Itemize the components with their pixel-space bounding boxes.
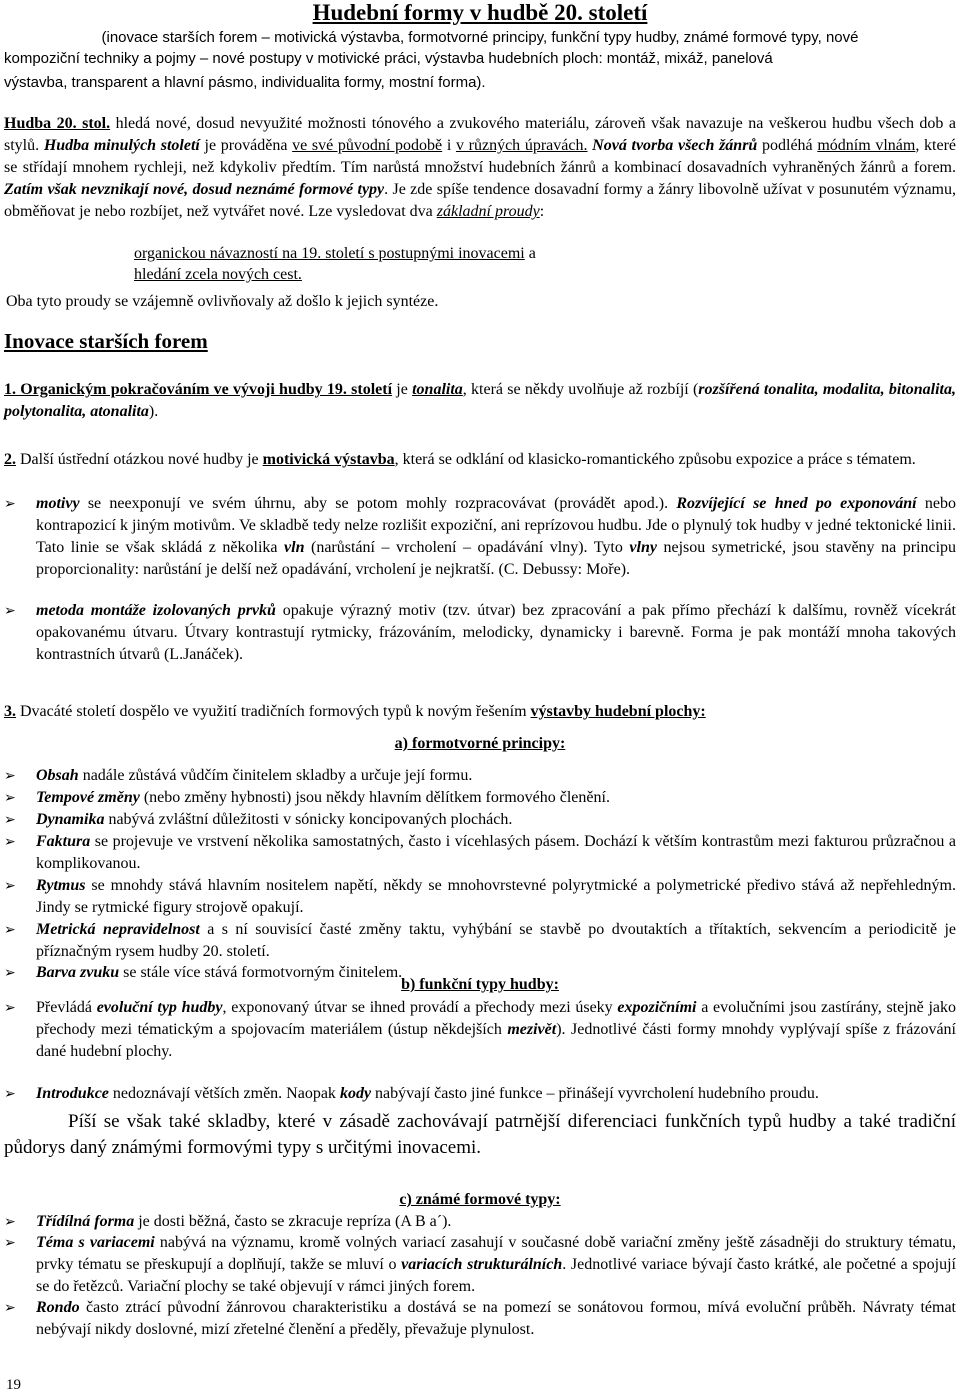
bullet-arrow-icon: ➢: [4, 834, 16, 850]
emphasis: evoluční typ hudby: [96, 999, 223, 1016]
text: , které se střídají mnohem rychleji, než kdykoliv předtím. Tím narůstá množství hudebních žánrů a kombinací dosavadních vyhraněných žánrů a forem.: [4, 137, 957, 176]
synthesis-line: Oba tyto proudy se vzájemně ovlivňovaly až došlo k jejich syntéze.: [6, 293, 439, 310]
emphasis: motivy: [36, 495, 80, 512]
bullet-b-1: [4, 997, 956, 1063]
lead-text: 2.: [4, 451, 16, 468]
emphasis: Tempové změny: [36, 789, 140, 806]
bullet-arrow-icon: ➢: [4, 1214, 16, 1230]
text: opakuje výrazný motiv (tzv. útvar) bez zpracování a pak přímo přechází k dalšímu, rovněž vícekrát opakovanému útvaru. Útvary kontrastují rytmicky, frázováním, melodicky, dynamicky i barevně. Forma je pak montáží mnoha takových kontrastních útvarů (L.Janáček).: [36, 602, 956, 663]
bullet-arrow-icon: ➢: [4, 768, 16, 784]
lead-text: Hudba 20. stol.: [4, 115, 111, 132]
section-2: [4, 449, 956, 471]
text: se mnohdy stává hlavním nositelem napětí, někdy se mnohovrstevné polyrytmické a polymetrické předivo stává až nepřehledným. Jindy se rytmické figury strojově opakují.: [36, 877, 956, 916]
text: je dosti běžná, často se zkracuje repríza (A B a´).: [134, 1213, 452, 1230]
emphasis: Hudba minulých století: [43, 137, 200, 154]
stream-2: [134, 264, 302, 286]
text: , exponovaný útvar se ihned provádí a přechody mezi úseky: [222, 999, 618, 1016]
intro-line-3: výstavba, transparent a hlavní pásmo, individualita formy, mostní forma).: [4, 74, 486, 91]
emphasis: Rytmus: [36, 877, 86, 894]
bullet-arrow-icon: ➢: [4, 790, 16, 806]
bullet-arrow-icon: ➢: [4, 1000, 16, 1016]
emphasis: Dynamika: [36, 811, 105, 828]
text: je: [392, 381, 413, 398]
text: . Je zde spíše tendence dosavadní formy a žánry libovolně užívat v posunutém významu, obměňovat je nebo rozbíjet, než vytvářet nové. Lze vysledovat dva: [4, 181, 957, 220]
text: a evolučními jsou zastírány, stejně jako přechody mezi tématickým a spojovacím materiálem (ústup někdejších: [36, 999, 957, 1038]
bullet-arrow-icon: ➢: [4, 1235, 16, 1251]
emphasis: Nová tvorba všech žánrů: [592, 137, 758, 154]
emphasis: Třídílná forma: [36, 1213, 135, 1230]
text: se neexponují ve svém úhrnu, aby se potom mohly rozpracovávat (provádět apod.).: [79, 495, 677, 512]
page-number: 19: [6, 1377, 21, 1393]
text: i: [442, 137, 456, 154]
text: nabývají často jiné funkce – přinášejí vyvrcholení hudebního proudu.: [371, 1085, 819, 1102]
stream-1: [134, 243, 536, 265]
underline: ve své původní podobě: [292, 137, 443, 154]
emphasis: motivická výstavba: [262, 451, 395, 468]
text: často ztrácí původní žánrovou charakteristiku a dostává se na pomezí se sonátovou formou, mívá evoluční průběh. Návraty témat nebývají nikdy doslovné, mizí zřetelné členění a předěly, převažuje plynulost.: [36, 1299, 956, 1338]
paragraph-hudba-20: [4, 113, 956, 223]
text: hledá nové, dosud nevyužité možnosti tónového a zvukového materiálu, zároveň však navazuje na veškerou hudbu všech dob a stylů.: [4, 115, 957, 154]
text: nebo kontrapozicí k jiným motivům. Ve skladbě tedy nelze rozlišit expoziční, ani reprízovou hudbu. Jde o plynulý tok hudby v jedné tektonické linii. Tato linie se však skládá z několika: [36, 495, 956, 556]
text: :: [539, 203, 545, 220]
section-heading: Inovace starších forem: [4, 329, 208, 353]
text: a s ní souvisící časté změny taktu, vyhýbání se stavbě po dvoutaktích a třítaktích, sekvencím a periodicitě je příznačným rysem hudby 20. století.: [36, 921, 956, 960]
bullet-arrow-icon: ➢: [4, 812, 16, 828]
text: (nebo změny hybnosti) jsou někdy hlavním dělítkem formového členění.: [139, 789, 610, 806]
bullet-a-item: [4, 875, 956, 919]
bullet-c-2: [4, 1232, 956, 1298]
emphasis: expozičními: [617, 999, 697, 1016]
bullet-arrow-icon: ➢: [4, 1086, 16, 1102]
bullet-arrow-icon: ➢: [4, 878, 16, 894]
big-paragraph: [4, 1109, 956, 1161]
text: se stále více stává formotvorným činitelem.: [119, 964, 403, 981]
heading-c: c) známé formové typy:: [399, 1191, 561, 1208]
section-1: [4, 379, 956, 423]
text: (narůstání – vrcholení – opadávání vlny). Tyto: [304, 539, 630, 556]
text: . Jednotlivé variace bývají často krátké, ale početné a spojují se do řetězců. Variační plochy se také objevují v rámci jiných forem.: [36, 1256, 956, 1295]
emphasis: Zatím však nevznikají nové, dosud neznámé formové typy: [4, 181, 385, 198]
intro-line-2: kompoziční techniky a pojmy – nové postupy v motivické práci, výstavba hudebních ploch: montáž, mixáž, panelová: [4, 50, 773, 67]
bullet-arrow-icon: ➢: [4, 922, 16, 938]
emphasis: Metrická nepravidelnost: [36, 921, 200, 938]
emphasis: Rondo: [36, 1299, 80, 1316]
big-paragraph-text: Píší se však také skladby, které v zásadě zachovávají patrnější diferenciaci funkčních typů hudby a také tradiční půdorys daný známými formovými typy s určitými inovacemi.: [4, 1111, 956, 1158]
emphasis: variacích strukturálních: [401, 1256, 563, 1273]
text: se projevuje ve vrstvení několika samostatných, často i vícehlasých pásem. Dochází k větším kontrastům mezi fakturou průzračnou a komplikovanou.: [36, 833, 956, 872]
emphasis: Rozvíjející se hned po exponování: [676, 495, 917, 512]
bullet-a-item: [4, 919, 956, 963]
text: nabývá na významu, kromě volných variací zasahují v současné době variační změny ještě zásadněji do struktury tématu, prvky tématu se přeskupují a doplňují, takže se mluví o: [36, 1234, 956, 1273]
text: nadále zůstává vůdčím činitelem skladby a určuje její formu.: [78, 767, 473, 784]
emphasis: Téma s variacemi: [36, 1234, 155, 1251]
intro-line-1: (inovace starších forem – motivická výstavba, formotvorné principy, funkční typy hudby, známé formové typy, nové: [101, 29, 859, 46]
emphasis: Barva zvuku: [36, 964, 120, 981]
text: ).: [148, 403, 159, 420]
page-title: Hudební formy v hudbě 20. století: [312, 0, 648, 25]
emphasis: vlny: [629, 539, 657, 556]
bullet-arrow-icon: ➢: [4, 496, 16, 512]
text: nejsou symetrické, jsou stavěny na principu proporcionality: narůstání je delší než opadávání, vrcholení je nejkratší. (C. Debussy: Moře).: [36, 539, 957, 578]
bullet-a-item: [4, 831, 956, 875]
emphasis: rozšířená tonalita, modalita, bitonalita, polytonalita, atonalita: [4, 381, 957, 420]
text: , která se někdy uvolňuje až rozbíjí (: [462, 381, 699, 398]
text: Další ústřední otázkou nové hudby je: [16, 451, 263, 468]
text: a: [524, 245, 536, 262]
text: je prováděna: [199, 137, 293, 154]
stream-2-text: hledání zcela nových cest.: [134, 266, 302, 283]
bullet-montaz: [4, 600, 956, 666]
text: , která se odklání od klasicko-romantického způsobu expozice a práce s tématem.: [394, 451, 916, 468]
text: Dvacáté století dospělo ve využití tradičních formových typů k novým řešením: [16, 703, 531, 720]
lead-text: 3.: [4, 703, 16, 720]
bullet-a-item: [4, 809, 956, 831]
emphasis: tonalita: [412, 381, 463, 398]
bullet-b-2: [4, 1083, 956, 1105]
bullet-a-item: [4, 787, 956, 809]
emphasis: Obsah: [36, 767, 79, 784]
text: nabývá zvláštní důležitosti v sónicky koncipovaných plochách.: [104, 811, 513, 828]
stream-1-text: organickou návazností na 19. století s postupnými inovacemi: [134, 245, 525, 262]
text: podléhá: [757, 137, 818, 154]
bullet-arrow-icon: ➢: [4, 965, 16, 981]
text: ). Jednotlivé části formy mnohdy vyplývají spíše z frázování dané hudební plochy.: [36, 1021, 956, 1060]
heading-b: b) funkční typy hudby:: [401, 976, 559, 993]
emphasis: kody: [339, 1085, 372, 1102]
emphasis: základní proudy: [436, 203, 540, 220]
bullet-arrow-icon: ➢: [4, 1300, 16, 1316]
lead-text: 1. Organickým pokračováním ve vývoji hudby 19. století: [4, 381, 393, 398]
bullet-c-1: [4, 1211, 956, 1233]
emphasis: vln: [284, 539, 305, 556]
emphasis: Introdukce: [36, 1085, 109, 1102]
underline: v různých úpravách.: [455, 137, 588, 154]
bullet-c-3: [4, 1297, 956, 1341]
text: Převládá: [36, 999, 97, 1016]
heading-a: a) formotvorné principy:: [394, 735, 566, 752]
bullet-a-item: [4, 765, 956, 787]
emphasis: Faktura: [36, 833, 91, 850]
section-3: [4, 701, 956, 723]
bullet-motivy: [4, 493, 956, 581]
emphasis: metoda montáže izolovaných prvků: [36, 602, 276, 619]
text: nedoznávají větších změn. Naopak: [108, 1085, 340, 1102]
emphasis: mezivět: [507, 1021, 557, 1038]
emphasis: výstavby hudební plochy:: [530, 703, 706, 720]
bullet-arrow-icon: ➢: [4, 603, 16, 619]
underline: módním vlnám: [817, 137, 916, 154]
